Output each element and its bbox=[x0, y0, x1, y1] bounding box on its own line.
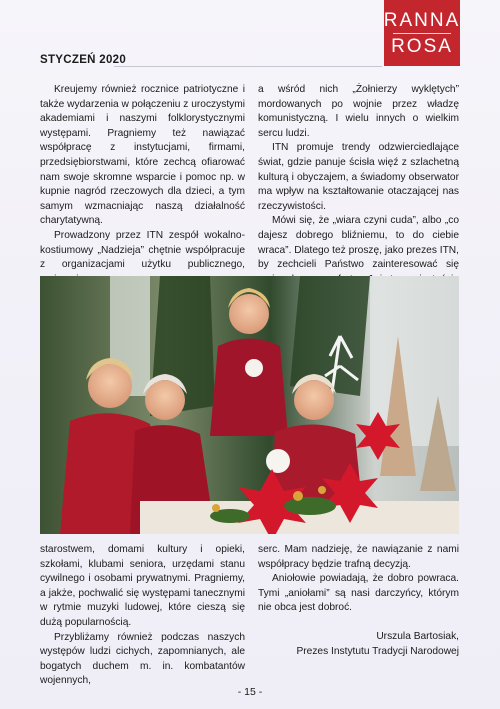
paragraph: ITN promuje trendy odzwierciedlające świat, gdzie panuje ścisła więź z szlachetną kulturą i obyczajem, a świadomy obserwator ma wpływ na kształtowanie otaczającej nas rzeczywistości. bbox=[258, 142, 459, 212]
issue-date: STYCZEŃ 2020 bbox=[40, 54, 127, 66]
page-number: - 15 - bbox=[237, 686, 263, 698]
column-left-top bbox=[40, 83, 245, 287]
group-photo bbox=[40, 276, 459, 534]
brand-divider bbox=[393, 33, 451, 34]
signature-title: Prezes Instytutu Tradycji Narodowej bbox=[296, 645, 459, 657]
paragraph: Aniołowie powiadają, że dobro powraca. Tymi „aniołami” są nasi darczyńcy, którym nie obca jest dobroć. bbox=[258, 573, 459, 614]
paragraph: starostwem, domami kultury i opieki, szkołami, klubami seniora, urzędami stanu cywilnego i osobami prywatnymi. Pragniemy, a jakże, pochwalić się występami tanecznymi w rytmie muzyki ludowej, które cieszą się dużą popularnością. bbox=[40, 544, 245, 628]
paragraph: serc. Mam nadzieję, że nawiązanie z nami współpracy będzie trafną decyzją. bbox=[258, 544, 459, 570]
paragraph: Kreujemy również rocznice patriotyczne i także wydarzenia w połączeniu z uroczystymi akademiami i naszymi folklorystycznymi występami. Pragniemy też nawiązać współpracę z instytucjami, firmami, przedsiębiorstwami, które zechcą ofiarować nam swoje skromne wsparcie i pomoc np. w kupnie nagród rzeczowych dla dzieci, a tym samym wzmacniając naszą działalność charytatywną. bbox=[40, 84, 245, 227]
brand-line-2: ROSA bbox=[391, 35, 453, 57]
brand-logo bbox=[384, 0, 460, 66]
column-left-bottom bbox=[40, 543, 245, 689]
column-right-bottom bbox=[258, 543, 459, 659]
header-rule bbox=[114, 66, 382, 67]
paragraph: Mówi się, że „wiara czyni cuda”, albo „co dajesz dobrego bliźniemu, to do ciebie wraca”. Dlatego też proszę, jako prezes ITN, by zechcieli Państwo zainteresować się bbox=[258, 215, 459, 271]
column-right-top bbox=[258, 83, 459, 302]
paragraph: a wśród nich „Żołnierzy wyklętych” mordowanych po wojnie przez władzę komunistyczną. I wielu innych o wielkim sercu ludzi. bbox=[258, 84, 459, 139]
photo-illustration bbox=[40, 276, 459, 534]
signature-name: Urszula Bartosiak, bbox=[376, 630, 459, 642]
paragraph: Prowadzony przez ITN zespół wokalno-kostiumowy „Nadzieja” chętnie współpracuje z organizacjami użytku publicznego, bbox=[40, 229, 245, 271]
signature bbox=[258, 630, 459, 659]
paragraph: Przybliżamy również podczas naszych występów ludzi cichych, zapomnianych, ale bogatych duchem m. in. kombatantów wojennych, bbox=[40, 631, 245, 687]
brand-line-1: RANNA bbox=[383, 9, 461, 31]
